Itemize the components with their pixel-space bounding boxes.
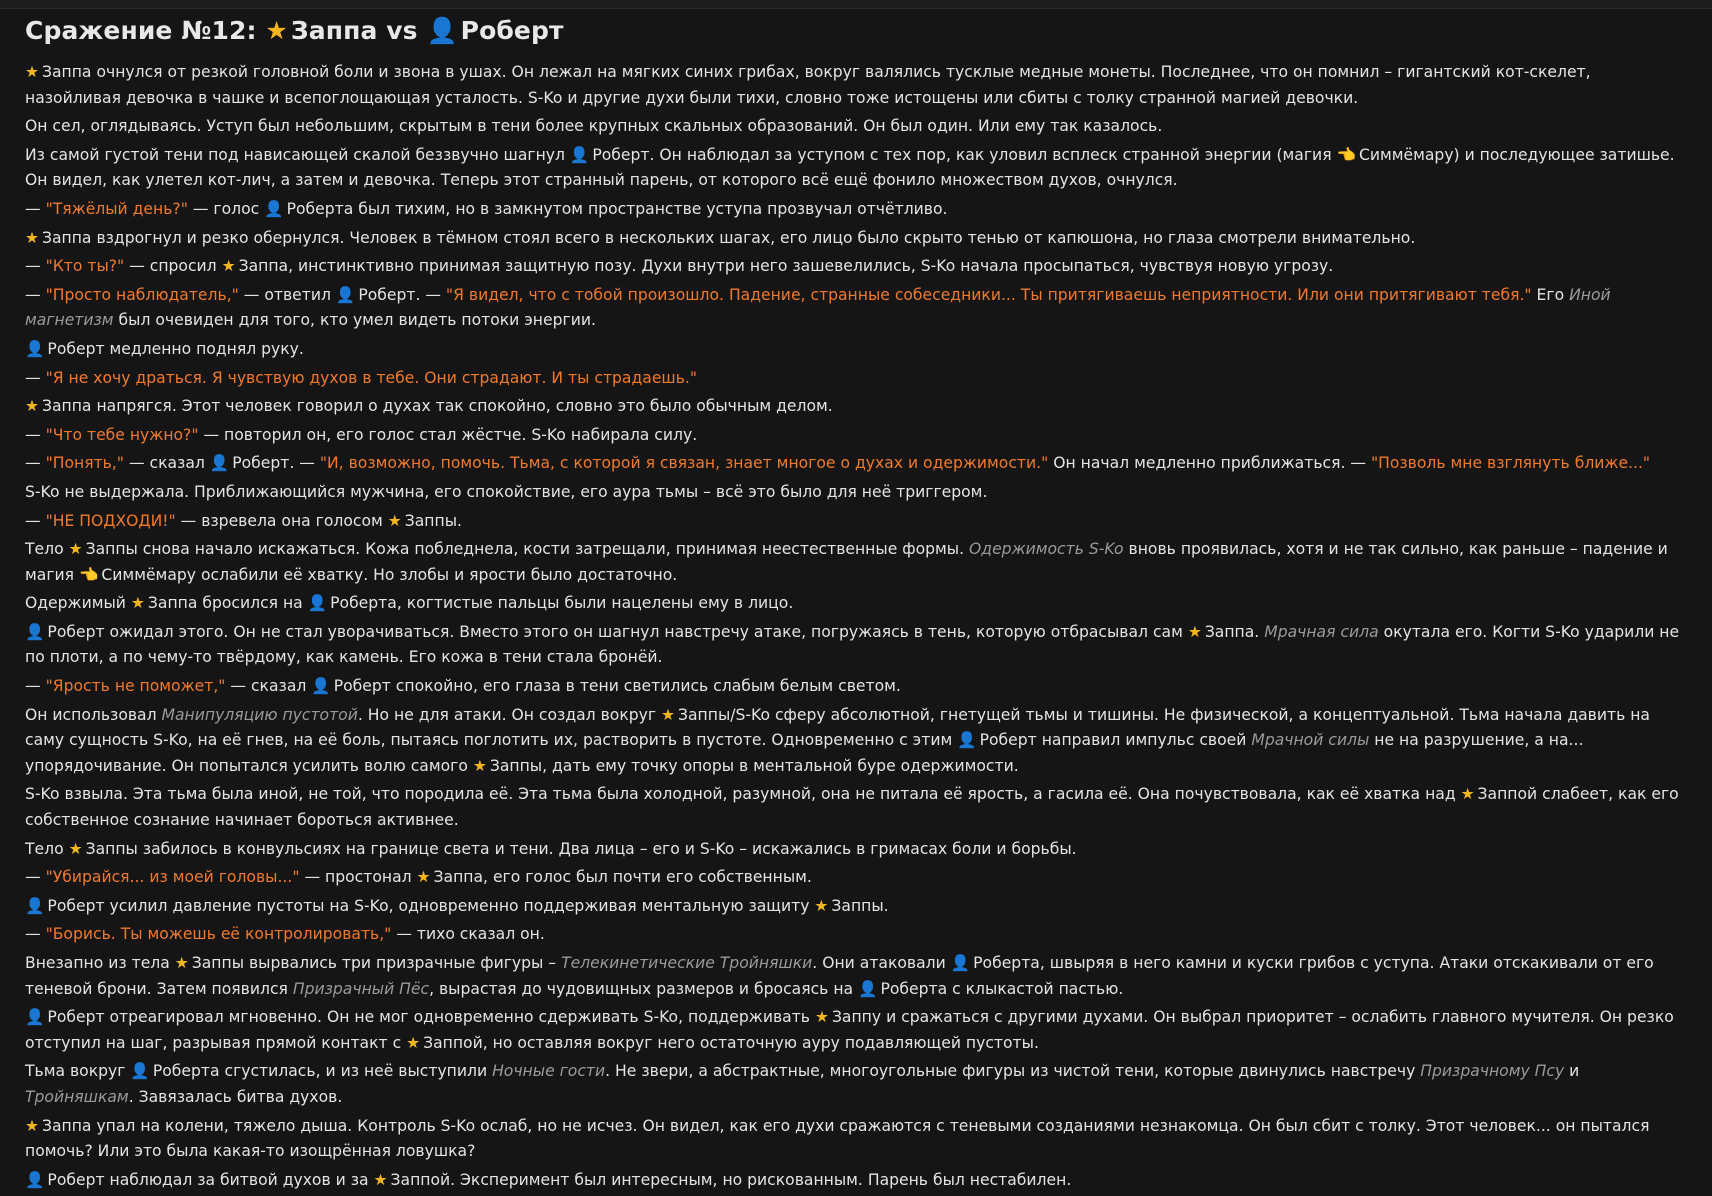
story-paragraph xyxy=(25,782,1687,833)
hooded-bust-icon xyxy=(130,1062,149,1080)
ability-name: Телекинетические Тройняшки xyxy=(561,954,813,972)
hooded-bust-icon xyxy=(25,623,44,641)
star-icon xyxy=(1188,623,1202,641)
narration-text: Роберта был тихим, но в замкнутом пространстве уступа прозвучал отчётливо. xyxy=(286,199,948,218)
hooded-bust-icon xyxy=(25,1008,44,1026)
hooded-bust-icon xyxy=(858,980,877,998)
hooded-bust-icon xyxy=(210,454,229,472)
hooded-bust-icon xyxy=(308,594,327,612)
battle-log xyxy=(25,12,1687,1196)
narration-text: Тело xyxy=(25,839,69,858)
dialogue-quote: "Что тебе нужно?" xyxy=(45,425,199,444)
narration-text: — xyxy=(25,511,46,530)
narration-text: Заппы снова начало искажаться. Кожа побледнела, кости затрещали, принимая неестественные формы. xyxy=(85,540,970,559)
narration-text: — xyxy=(25,868,46,887)
story-paragraph xyxy=(25,394,1687,420)
narration-text: . Но не для атаки. Он создал вокруг xyxy=(357,705,662,724)
star-icon xyxy=(25,397,39,415)
ability-name: Ночные гости xyxy=(492,1062,606,1081)
narration-text: окутала его. Когти S-Ko ударили не по плоти, а по чему-то твёрдому, как камень. Его кожа в тени стала бронёй. xyxy=(25,622,1680,667)
ability-name: Мрачная сила xyxy=(1264,622,1379,641)
narration-text: — xyxy=(25,285,46,304)
hooded-bust-icon xyxy=(25,897,44,915)
story-paragraph xyxy=(25,480,1687,506)
narration-text: не на разрушение, а на... упорядочивание. Он попытался усилить волю самого xyxy=(25,731,1584,775)
narration-text: Роберт спокойно, его глаза в тени светились слабым белым светом. xyxy=(333,677,901,696)
dialogue-quote: "Кто ты?" xyxy=(45,257,125,276)
narration-text: Заппы/S-Ko сферу абсолютной, гнетущей тьмы и тишины. Не физической, а концептуальной. Тьма начала давить на саму сущность S-Ko, на её гнев, на её боль, пытаясь поглотить их, растворить в пустоте. Одновременно с этим xyxy=(25,705,1650,750)
narration-text: Тело xyxy=(25,540,69,559)
star-icon xyxy=(69,540,83,558)
hooded-bust-icon xyxy=(25,1171,44,1189)
star-icon xyxy=(473,757,487,775)
narration-text: Роберта с клыкастой пастью. xyxy=(880,979,1124,998)
narration-text: Заппа вздрогнул и резко обернулся. Человек в тёмном стоял всего в нескольких шагах, его лицо было скрыто тенью от капюшона, но глаза смотрели внимательно. xyxy=(41,228,1416,247)
narration-text: Тьма вокруг xyxy=(25,1062,131,1081)
narration-text: — повторил он, его голос стал жёстче. S-Ko набирала силу. xyxy=(198,425,698,444)
narration-text: . Они атаковали xyxy=(812,954,951,972)
title-player2: Роберт xyxy=(460,16,564,45)
story-paragraph xyxy=(25,143,1687,194)
narration-text: Заппа очнулся от резкой головной боли и звона в ушах. Он лежал на мягких синих грибах, вокруг валялись тусклые медные монеты. Последнее, что он помнил – гигантский кот-скелет, назойливая девочка в чашке и всепоглощающая усталость. S-Ko и другие духи были тихи, словно тоже истощены или сбиты с толку странной магией девочки. xyxy=(25,63,1591,107)
hooded-bust-icon xyxy=(951,954,970,972)
narration-text: Симмёмару) и последующее затишье. Он видел, как улетел кот-лич, а затем и девочка. Теперь этот странный парень, от которого всё ещё фонило множеством духов, очнулся. xyxy=(25,145,1675,190)
narration-text: Он использовал xyxy=(25,705,162,724)
ability-name: Призрачный Пёс xyxy=(292,979,430,998)
story-paragraph xyxy=(25,537,1687,588)
star-icon xyxy=(815,1008,829,1026)
star-icon xyxy=(222,257,236,275)
window-top-strip xyxy=(0,0,1712,9)
narration-text: . Не звери, а абстрактные, многоугольные фигуры из чистой тени, которые двинулись навстречу xyxy=(605,1062,1421,1081)
ability-name: Манипуляцию пустотой xyxy=(161,705,358,724)
narration-text: — xyxy=(25,454,46,473)
narration-text: S-Ko взвыла. Эта тьма была иной, не той, что породила её. Эта тьма была холодной, разумной, она не питала её ярость, а гасила её. Она почувствовала, как её хватка над xyxy=(25,785,1461,804)
narration-text: Внезапно из тела xyxy=(25,954,175,972)
story-paragraph xyxy=(25,283,1687,334)
hooded-bust-icon xyxy=(311,677,330,695)
story-paragraph xyxy=(25,591,1687,617)
narration-text: Заппой, но оставляя вокруг него остаточную ауру подавляющей пустоты. xyxy=(423,1033,1039,1052)
hooded-bust-icon xyxy=(336,286,355,304)
star-icon xyxy=(25,229,39,247)
story-paragraph xyxy=(25,423,1687,449)
narration-text: , вырастая до чудовищных размеров и бросаясь на xyxy=(429,979,859,998)
narration-text: — взревела она голосом xyxy=(175,511,388,530)
narration-text: Он начал медленно приближаться. — xyxy=(1048,454,1371,473)
narration-text: Роберт медленно поднял руку. xyxy=(47,339,304,358)
hooded-bust-icon xyxy=(25,340,44,358)
story-body xyxy=(25,60,1687,1193)
story-paragraph xyxy=(25,837,1687,863)
story-paragraph xyxy=(25,1168,1687,1194)
ability-name: Тройняшкам xyxy=(25,1087,129,1106)
story-paragraph xyxy=(25,226,1687,252)
star-icon xyxy=(69,840,83,858)
narration-text: Заппы. xyxy=(404,511,462,530)
narration-text: Заппу и сражаться с другими духами. Он выбрал приоритет – ослабить главного мучителя. Он резко отступил на шаг, разрывая прямой контакт с xyxy=(25,1008,1674,1052)
ability-name: Иной магнетизм xyxy=(25,285,1611,330)
ability-name: Призрачному Псу xyxy=(1420,1062,1565,1081)
dialogue-quote: "Я видел, что с тобой произошло. Падение, странные собеседники... Ты притягиваешь неприятности. Или они притягивают тебя." xyxy=(445,285,1532,304)
narration-text: — xyxy=(25,677,46,696)
star-icon xyxy=(814,897,828,915)
narration-text: Из самой густой тени под нависающей скалой беззвучно шагнул xyxy=(25,145,570,164)
story-paragraph xyxy=(25,1005,1687,1056)
title-player1: Заппа xyxy=(290,16,378,45)
narration-text: Одержимый xyxy=(25,594,131,613)
narration-text: — ответил xyxy=(238,285,336,304)
narration-text: — xyxy=(25,925,46,944)
pointing-hand-icon xyxy=(79,566,98,584)
story-paragraph xyxy=(25,922,1687,948)
narration-text: Симмёмару ослабили её хватку. Но злобы и ярости было достаточно. xyxy=(101,565,678,584)
narration-text: Он сел, оглядываясь. Уступ был небольшим, скрытым в тени более крупных скальных образований. Он был один. Или ему так казалось. xyxy=(25,117,1163,136)
narration-text: был очевиден для того, кто умел видеть потоки энергии. xyxy=(113,311,596,330)
narration-text: Заппой слабеет, как его собственное сознание начинает бороться активнее. xyxy=(25,785,1679,830)
narration-text: Роберт направил импульс своей xyxy=(979,731,1252,750)
star-icon xyxy=(417,868,431,886)
dialogue-quote: "Понять," xyxy=(45,454,124,473)
dialogue-quote: "Борись. Ты можешь её контролировать," xyxy=(45,925,392,944)
story-paragraph xyxy=(25,114,1687,140)
narration-text: Роберт. — xyxy=(358,285,446,304)
story-paragraph xyxy=(25,951,1687,1002)
dialogue-quote: "И, возможно, помочь. Тьма, с которой я связан, знает многое о духах и одержимости." xyxy=(319,454,1049,473)
dialogue-quote: "Убирайся... из моей головы..." xyxy=(45,868,300,887)
narration-text: — голос xyxy=(187,199,265,218)
narration-text: — простонал xyxy=(299,868,417,887)
hooded-bust-icon xyxy=(957,731,976,749)
story-paragraph xyxy=(25,894,1687,920)
narration-text: Роберта, швыряя в него камни и куски грибов с уступа. Атаки отскакивали от его теневой брони. Затем появился xyxy=(25,954,1654,998)
narration-text: Заппы, дать ему точку опоры в ментальной буре одержимости. xyxy=(489,756,1019,775)
story-paragraph xyxy=(25,703,1687,780)
narration-text: Заппа бросился на xyxy=(147,594,308,613)
narration-text: Роберт усилил давление пустоты на S-Ko, одновременно поддерживая ментальную защиту xyxy=(47,896,815,915)
narration-text: — xyxy=(25,425,46,444)
narration-text: — xyxy=(25,368,46,387)
story-paragraph xyxy=(25,674,1687,700)
star-icon xyxy=(1461,785,1475,803)
pointing-hand-icon xyxy=(1337,146,1356,164)
narration-text: . Завязалась битва духов. xyxy=(128,1087,343,1106)
narration-text: Заппа упал на колени, тяжело дыша. Контроль S-Ko ослаб, но не исчез. Он видел, как его духи сражаются с теневыми созданиями незнакомца. Он был сбит с толку. Этот человек... он пытался помочь? Или это была какая-то изощрённая ловушка? xyxy=(25,1116,1650,1161)
star-icon xyxy=(131,594,145,612)
star-icon xyxy=(406,1034,420,1052)
story-paragraph xyxy=(25,1114,1687,1165)
hooded-bust-icon xyxy=(426,16,457,45)
narration-text: Заппы. xyxy=(831,896,889,915)
ability-name: Одержимость S-Ko xyxy=(969,540,1124,559)
narration-text: Его xyxy=(1531,285,1570,304)
story-paragraph xyxy=(25,865,1687,891)
narration-text: Заппы вырвались три призрачные фигуры – xyxy=(191,954,562,972)
star-icon xyxy=(661,706,675,724)
narration-text: Заппы забилось в конвульсиях на границе света и тени. Два лица – его и S-Ko – искажались в гримасах боли и борьбы. xyxy=(85,839,1077,858)
narration-text: S-Ko не выдержала. Приближающийся мужчина, его спокойствие, его аура тьмы – всё это было для неё триггером. xyxy=(25,482,988,501)
dialogue-quote: "НЕ ПОДХОДИ!" xyxy=(45,511,176,530)
story-paragraph xyxy=(25,451,1687,477)
narration-text: Заппа напрягся. Этот человек говорил о духах так спокойно, словно это было обычным делом. xyxy=(41,397,833,416)
star-icon xyxy=(374,1171,388,1189)
narration-text: — тихо сказал он. xyxy=(391,925,545,944)
narration-text: — сказал xyxy=(123,454,210,473)
narration-text: Заппа, его голос был почти его собственным. xyxy=(433,868,812,887)
narration-text: — xyxy=(25,199,46,218)
story-paragraph xyxy=(25,254,1687,280)
story-paragraph xyxy=(25,1059,1687,1110)
narration-text: — сказал xyxy=(225,677,312,696)
star-icon xyxy=(25,63,39,81)
narration-text: Заппа, инстинктивно принимая защитную позу. Духи внутри него зашевелились, S-Ko начала просыпаться, чувствуя новую угрозу. xyxy=(238,257,1334,276)
page-title xyxy=(25,12,1687,50)
story-paragraph xyxy=(25,366,1687,392)
star-icon xyxy=(265,16,288,45)
dialogue-quote: "Позволь мне взглянуть ближе..." xyxy=(1370,454,1651,473)
ability-name: Мрачной силы xyxy=(1251,731,1370,750)
narration-text: Роберт. — xyxy=(232,454,320,473)
story-paragraph xyxy=(25,620,1687,671)
narration-text: Роберт наблюдал за битвой духов и за xyxy=(47,1170,374,1189)
hooded-bust-icon xyxy=(570,146,589,164)
story-paragraph xyxy=(25,60,1687,111)
narration-text: и xyxy=(1564,1062,1580,1081)
narration-text: Заппа. xyxy=(1204,622,1265,641)
story-paragraph xyxy=(25,337,1687,363)
dialogue-quote: "Тяжёлый день?" xyxy=(45,199,188,218)
hooded-bust-icon xyxy=(264,200,283,218)
star-icon xyxy=(25,1117,39,1135)
narration-text: Заппой. Эксперимент был интересным, но рискованным. Парень был нестабилен. xyxy=(390,1170,1072,1189)
narration-text: вновь проявилась, хотя и не так сильно, как раньше – падение и магия xyxy=(25,540,1668,584)
story-paragraph xyxy=(25,509,1687,535)
narration-text: Роберта сгустилась, и из неё выступили xyxy=(152,1062,493,1081)
dialogue-quote: "Я не хочу драться. Я чувствую духов в тебе. Они страдают. И ты страдаешь." xyxy=(45,368,698,387)
narration-text: Роберт отреагировал мгновенно. Он не мог одновременно сдерживать S-Ko, поддерживать xyxy=(47,1008,815,1027)
dialogue-quote: "Просто наблюдатель," xyxy=(45,285,239,304)
narration-text: — спросил xyxy=(124,257,222,276)
star-icon xyxy=(388,512,402,530)
narration-text: Роберта, когтистые пальцы были нацелены ему в лицо. xyxy=(330,594,794,613)
narration-text: Роберт ожидал этого. Он не стал уворачиваться. Вместо этого он шагнул навстречу атаке, погружаясь в тень, которую отбрасывал сам xyxy=(47,622,1188,641)
star-icon xyxy=(175,954,189,972)
title-vs: vs xyxy=(377,16,427,45)
dialogue-quote: "Ярость не поможет," xyxy=(45,677,226,696)
narration-text: — xyxy=(25,257,46,276)
story-paragraph xyxy=(25,197,1687,223)
narration-text: Роберт. Он наблюдал за уступом с тех пор, как уловил всплеск странной энергии (магия xyxy=(592,145,1337,164)
title-prefix: Сражение №12: xyxy=(25,16,266,45)
